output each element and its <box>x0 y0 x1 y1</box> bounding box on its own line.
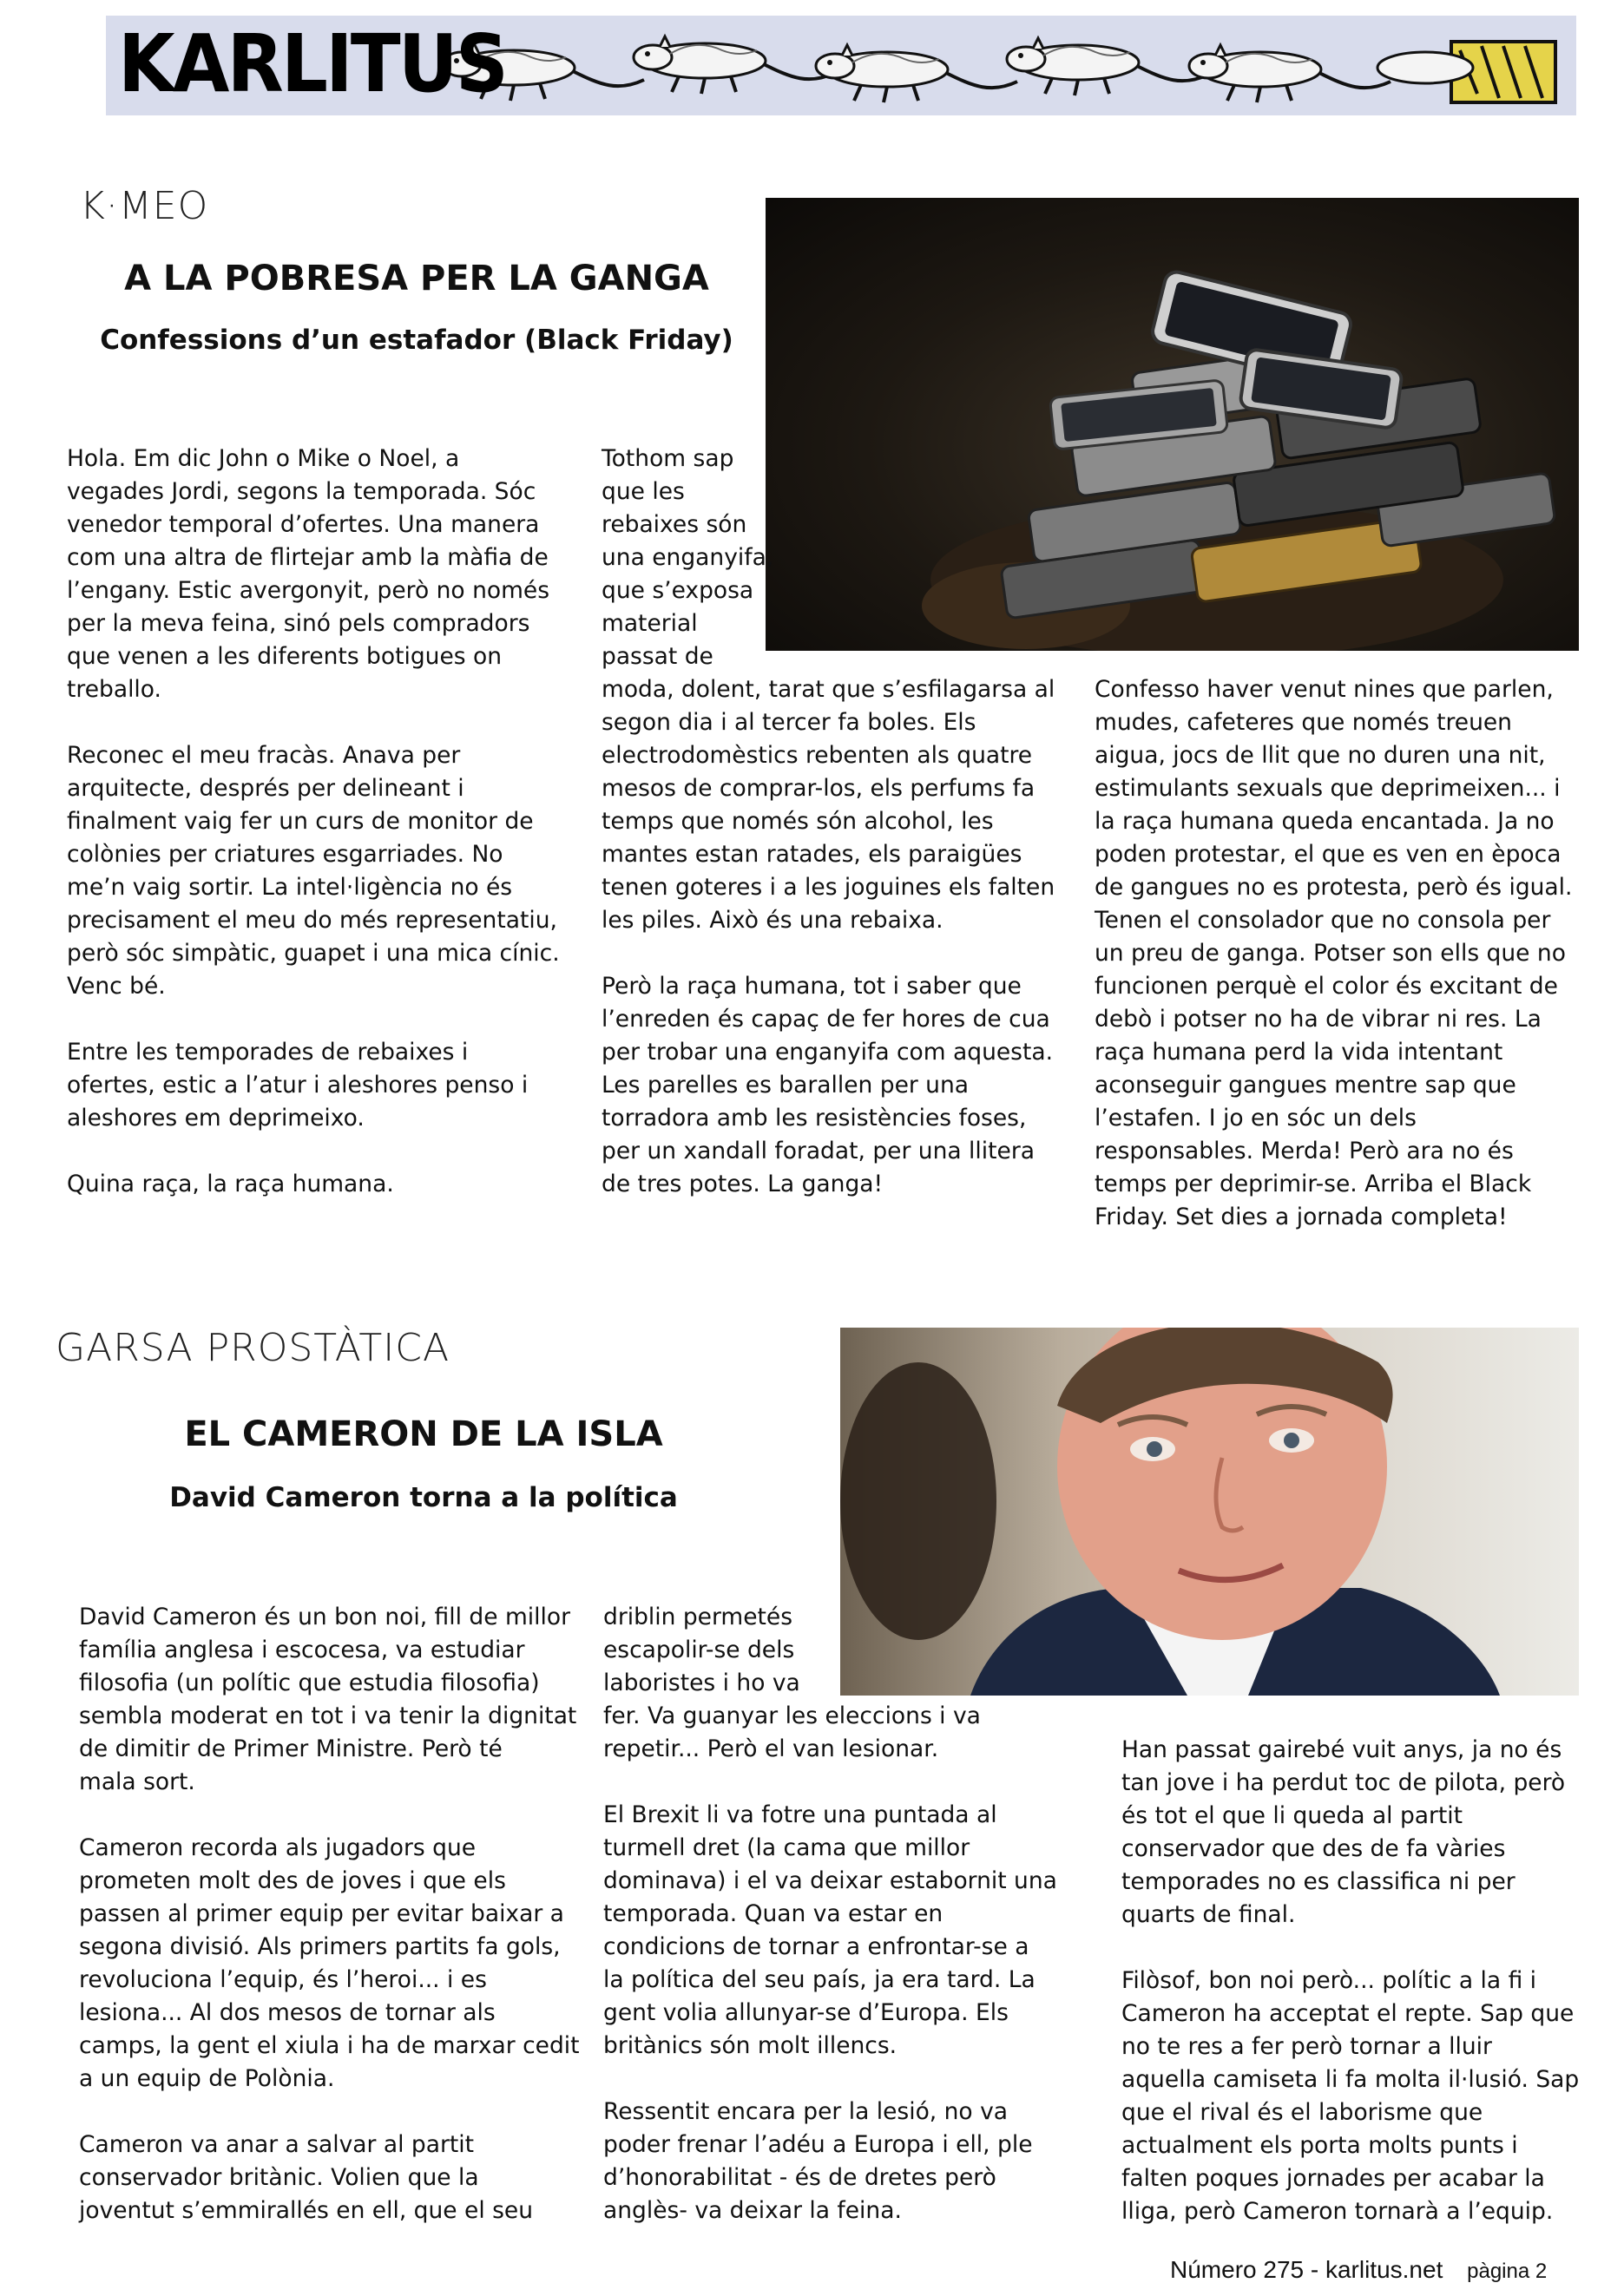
article-subhead: Confessions d’un estafador (Black Friday) <box>100 325 733 356</box>
article2-column-3 <box>1121 1734 1608 2261</box>
issue-label: Número 275 - karlitus.net <box>1170 2256 1443 2283</box>
masthead-title: KARLITUS <box>118 17 507 110</box>
paragraph: Quina raça, la raça humana. <box>67 1171 394 1197</box>
article-headline: A LA POBRESA PER LA GANGA <box>124 259 709 298</box>
paragraph: Filòsof, bon noi però... polític a la fi i Cameron ha acceptat el repte. Sap que no te res a fer però tornar a lluir aquella camiseta li fa molta il·lusió. Sap que el rival és el laborisme que actualment els porta molts punts i falten poques jornades per acabar la lliga, però Cameron tornarà a l’equip. <box>1121 1967 1580 2225</box>
paragraph: Reconec el meu fracàs. Anava per arquitecte, després per delineant i finalment vaig fer un curs de monitor de colònies per criatures esgarriades. No me’n vaig sortir. La intel·ligència no és precisament el meu do més representatiu, però sóc simpàtic, guapet i una mica cínic. Venc bé. <box>67 742 560 1000</box>
page-number: pàgina 2 <box>1467 2260 1548 2283</box>
article2-column-2 <box>603 1601 1089 2260</box>
paragraph: Confesso haver venut nines que parlen, mudes, cafeteres que només treuen aigua, jocs de llit que no duren una nit, estimulants sexuals que deprimeixen... i la raça humana queda encantada. Ja no poden protestar, el que es ven en època de gangues no es protesta, però és igual. Tenen el consolador que no consola per un preu de ganga. Potser son ells que no funcionen perquè el color és excitant de debò i potser no ha de vibrar ni res. La raça humana perd la vida intentant aconseguir gangues mentre sap que l’estafen. I jo en sóc un dels responsables. Merda! Però ara no és temps per deprimir-se. Arriba el Black Friday. Set dies a jornada completa! <box>1095 676 1573 1230</box>
section-tag: K·MEO <box>80 184 209 228</box>
article2-column-1 <box>79 1601 582 2260</box>
article1-column-1 <box>67 443 570 1234</box>
section-tag: GARSA PROSTÀTICA <box>56 1326 450 1370</box>
paragraph: David Cameron és un bon noi, fill de millor família anglesa i escocesa, va estudiar filosofia (un polític que estudia filosofia) sembla moderat en tot i va tenir la dignitat de dimitir de Primer Ministre. Però té mala sort. <box>79 1604 577 1795</box>
article1-column-2 <box>602 443 1088 1234</box>
paragraph: El Brexit li va fotre una puntada al turmell dret (la cama que millor dominava) i el va deixar estabornit una temporada. Quan va estar en condicions de tornar a enfrontar-se a la política del seu país, ja era tard. La gent volia allunyar-se d’Europa. Els britànics són molt illencs. <box>603 1801 1057 2059</box>
paragraph: Tothom sap que les rebaixes són una enganyifa, que s’exposa material passat de moda, dolent, tarat que s’esfilagarsa al segon dia i al tercer fa boles. Els electrodomèstics rebenten als quatre mesos de comprar-los, els perfums fa temps que només són alcohol, les mantes estan ratades, els paraigües tenen goteres i a les joguines els falten les piles. Això és una rebaixa. <box>602 445 1055 934</box>
paragraph: Cameron recorda als jugadors que prometen molt des de joves i que els passen al primer equip per evitar baixar a segona divisió. Als primers partits fa gols, revoluciona l’equip, és l’heroi... i es lesiona... Al dos mesos de tornar als camps, la gent el xiula i ha de marxar cedit a un equip de Polònia. <box>79 1834 580 2092</box>
paragraph: Hola. Em dic John o Mike o Noel, a vegades Jordi, segons la temporada. Sóc venedor temporal d’ofertes. Una manera com una altra de flirtejar amb la màfia de l’engany. Estic avergonyit, però no només per la meva feina, sinó pels compradors que venen a les diferents botigues on treballo. <box>67 445 549 703</box>
masthead-banner <box>106 16 1576 115</box>
paragraph: Entre les temporades de rebaixes i ofertes, estic a l’atur i aleshores penso i aleshores em deprimeixo. <box>67 1039 529 1132</box>
page-footer <box>1170 2256 1547 2284</box>
paragraph: driblin permetés escapolir-se dels laboristes i ho va fer. Va guanyar les eleccions i va repetir... Però el van lesionar. <box>603 1604 981 1762</box>
paragraph: Cameron va anar a salvar al partit conservador britànic. Volien que la joventut s’emmirallés en ell, que el seu <box>79 2131 534 2224</box>
paragraph: Però la raça humana, tot i saber que l’enreden és capaç de fer hores de cua per trobar una enganyifa com aquesta. Les parelles es barallen per una torradora amb les resistències foses, per un xandall foradat, per una llitera de tres potes. La ganga! <box>602 973 1054 1197</box>
article-headline: EL CAMERON DE LA ISLA <box>184 1414 663 1454</box>
paragraph: Ressentit encara per la lesió, no va poder frenar l’adéu a Europa i ell, ple d’honorabilitat - és de dretes però anglès- va deixar la feina. <box>603 2098 1033 2224</box>
paragraph: Han passat gairebé vuit anys, ja no és tan jove i ha perdut toc de pilota, però és tot el que li queda al partit conservador que des de fa vàries temporades no es classifica ni per quarts de final. <box>1121 1736 1566 1928</box>
article-subhead: David Cameron torna a la política <box>169 1482 678 1513</box>
article1-column-3 <box>1095 673 1589 1267</box>
